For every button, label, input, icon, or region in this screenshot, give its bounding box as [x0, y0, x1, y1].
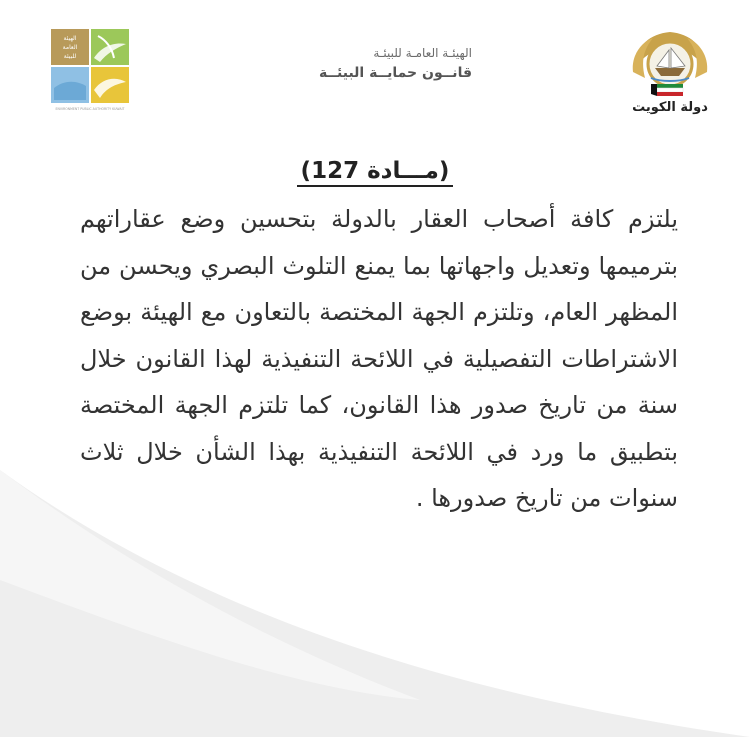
law-name: قانــون حمايــة البيئــة: [318, 65, 472, 81]
logo-text-mid: العامة: [62, 44, 78, 51]
kuwait-emblem-icon: [627, 28, 713, 98]
logo-caption: ENVIRONMENT PUBLIC AUTHORITY KUWAIT: [55, 107, 125, 111]
page-header: [0, 0, 750, 130]
article-body: يلتزم كافة أصحاب العقار بالدولة بتحسين وضع عقاراتهم بترميمها وتعديل واجهاتها بما يمنع التلوث البصري ويحسن من المظهر العام، وتلتزم الجهة المختصة بالتعاون مع الهيئة بوضع الاشتراطات التفصيلية في اللائحة التنفيذية لهذا القانون خلال سنة من تاريخ صدور هذا القانون، كما تلتزم الجهة المختصة بتطبيق ما ورد في اللائحة التنفيذية بهذا الشأن خلال ثلاث سنوات من تاريخ صدورها .: [80, 205, 678, 512]
article-title: [0, 158, 750, 184]
logo-text-bottom: للبيئة: [63, 53, 77, 60]
country-name: دولة الكويت: [632, 100, 708, 115]
header-titles: [240, 44, 472, 84]
environment-authority-logo: [50, 28, 132, 112]
logo-text-top: الهيئة: [63, 35, 77, 42]
org-name: الهيئـة العامـة للبيئـة: [373, 46, 472, 60]
article-title-text: (مـــادة 127): [297, 158, 454, 187]
